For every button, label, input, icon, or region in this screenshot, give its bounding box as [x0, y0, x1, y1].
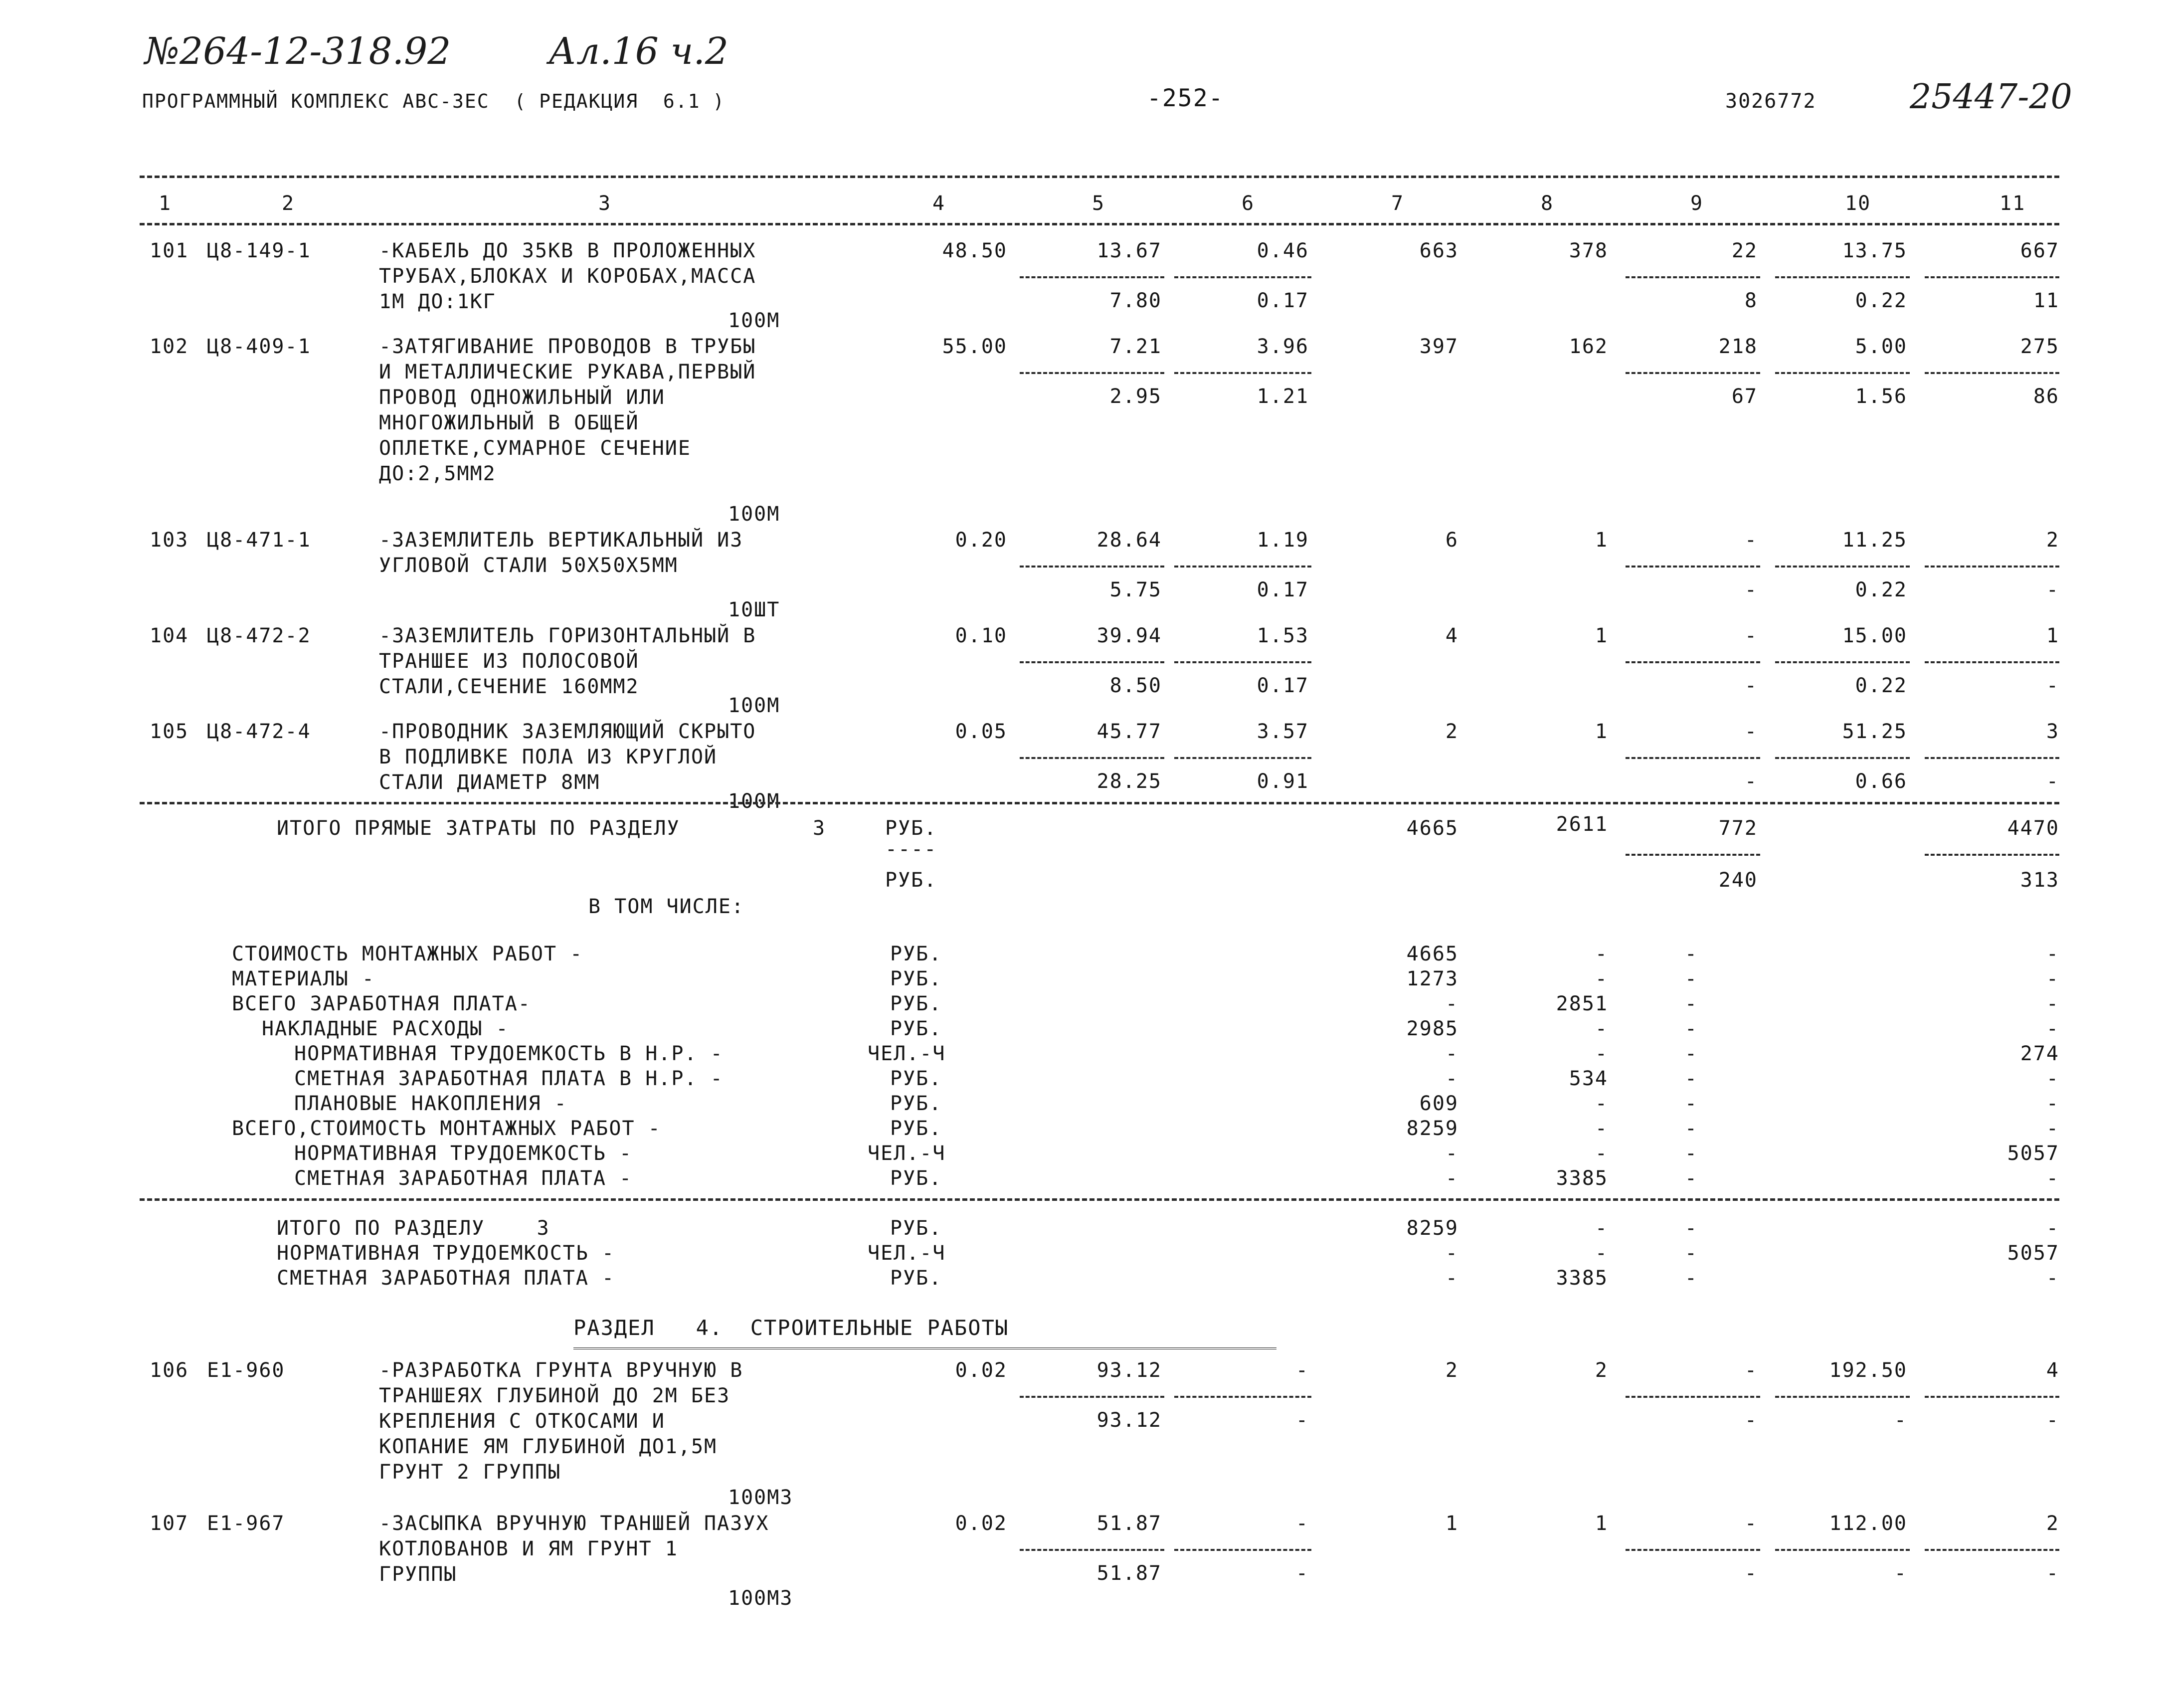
breakdown-unit: РУБ.	[890, 1017, 942, 1040]
direct-costs-c9: 772	[1718, 817, 1758, 840]
row-description-line: -КАБЕЛЬ ДО 35КВ В ПРОЛОЖЕННЫХ	[379, 239, 756, 262]
row-description-line: СТАЛИ,СЕЧЕНИЕ 160ММ2	[379, 675, 639, 698]
row-value-c6: 1.19	[1257, 529, 1309, 552]
row-value-c10: 15.00	[1842, 624, 1907, 647]
direct-costs-rule-c9	[1626, 854, 1760, 856]
direct-costs-c9-labor: 240	[1718, 869, 1758, 892]
breakdown-c11: -	[2046, 1167, 2059, 1190]
breakdown-c8: 534	[1569, 1067, 1608, 1090]
row-labor-value-c5: 5.75	[1109, 578, 1162, 601]
breakdown-unit: РУБ.	[890, 967, 942, 990]
row-fraction-rule-c6	[1174, 372, 1311, 374]
breakdown-c7: 8259	[1406, 1117, 1458, 1140]
breakdown-label: НОРМАТИВНАЯ ТРУДОЕМКОСТЬ В Н.Р. -	[294, 1042, 724, 1065]
row-labor-value-c6: 0.17	[1257, 289, 1309, 312]
row-fraction-rule-c6	[1174, 276, 1311, 278]
row-fraction-rule-c6	[1174, 566, 1311, 568]
row-fraction-rule-c11	[1925, 1549, 2059, 1551]
direct-costs-unit-labor: РУБ.	[885, 869, 937, 892]
row-labor-value-c5: 93.12	[1096, 1409, 1162, 1432]
row-value-c7: 6	[1445, 529, 1458, 552]
row-unit: 100М	[728, 309, 780, 332]
including-label: В ТОМ ЧИСЛЕ:	[588, 895, 744, 918]
row-value-c9: -	[1744, 624, 1758, 647]
row-fraction-rule-c5	[1020, 1549, 1164, 1551]
column-header-1: 1	[159, 192, 172, 215]
row-description-line: ГРУППЫ	[379, 1563, 457, 1586]
breakdown-c9: -	[1684, 992, 1698, 1015]
breakdown-c7: -	[1445, 1042, 1458, 1065]
direct-costs-c8: 2611	[1556, 813, 1608, 836]
row-labor-value-c9: -	[1744, 1409, 1758, 1432]
row-labor-value-c9: 8	[1744, 289, 1758, 312]
section-total-c9: -	[1684, 1242, 1698, 1265]
row-labor-value-c6: -	[1295, 1409, 1309, 1432]
row-labor-value-c9: -	[1744, 1562, 1758, 1585]
row-value-c11: 3	[2046, 720, 2059, 743]
row-value-c11: 275	[2020, 335, 2059, 358]
row-fraction-rule-c5	[1020, 566, 1164, 568]
breakdown-c7: -	[1445, 1167, 1458, 1190]
column-header-3: 3	[598, 192, 612, 215]
direct-costs-c7: 4665	[1406, 817, 1458, 840]
row-value-c4: 0.02	[955, 1359, 1007, 1382]
row-labor-value-c6: 1.21	[1257, 385, 1309, 408]
breakdown-c11: -	[2046, 943, 2059, 965]
row-value-c5: 51.87	[1096, 1512, 1162, 1535]
breakdown-c11: -	[2046, 967, 2059, 990]
breakdown-c11: -	[2046, 1092, 2059, 1115]
direct-costs-rule-c11	[1925, 854, 2059, 856]
row-value-c7: 2	[1445, 720, 1458, 743]
breakdown-c9: -	[1684, 1017, 1698, 1040]
section-total-unit: РУБ.	[890, 1267, 942, 1290]
row-value-c5: 13.67	[1096, 239, 1162, 262]
row-fraction-rule-c9	[1626, 566, 1760, 568]
row-fraction-rule-c11	[1925, 661, 2059, 663]
row-labor-value-c10: 0.22	[1855, 289, 1907, 312]
row-labor-value-c5: 28.25	[1096, 770, 1162, 793]
row-rate-code: Ц8-472-2	[207, 624, 311, 647]
breakdown-c11: -	[2046, 1017, 2059, 1040]
breakdown-label: СМЕТНАЯ ЗАРАБОТНАЯ ПЛАТА -	[294, 1167, 633, 1190]
document-code: 3026772	[1725, 90, 1816, 113]
row-labor-value-c10: -	[1894, 1562, 1907, 1585]
row-value-c4: 48.50	[942, 239, 1007, 262]
handwritten-estimate-number: 25447-20	[1910, 77, 2072, 117]
row-value-c7: 663	[1419, 239, 1458, 262]
handwritten-album-number: Ал.16 ч.2	[548, 30, 729, 73]
breakdown-c8: -	[1595, 1042, 1608, 1065]
section-total-c11: 5057	[2007, 1242, 2059, 1265]
column-header-7: 7	[1391, 192, 1405, 215]
row-labor-value-c11: 11	[2033, 289, 2059, 312]
row-labor-value-c11: 86	[2033, 385, 2059, 408]
row-value-c11: 667	[2020, 239, 2059, 262]
row-number: 103	[150, 529, 189, 552]
row-fraction-rule-c11	[1925, 276, 2059, 278]
row-fraction-rule-c10	[1775, 372, 1910, 374]
row-labor-value-c9: -	[1744, 578, 1758, 601]
breakdown-unit: ЧЕЛ.-Ч	[868, 1142, 946, 1165]
column-header-11: 11	[1999, 192, 2026, 215]
row-fraction-rule-c10	[1775, 566, 1910, 568]
breakdown-unit: РУБ.	[890, 992, 942, 1015]
handwritten-document-number: №264-12-318.92	[145, 30, 451, 73]
row-value-c8: 1	[1595, 624, 1608, 647]
section-total-c11: -	[2046, 1217, 2059, 1240]
row-fraction-rule-c5	[1020, 372, 1164, 374]
row-description-line: УГЛОВОЙ СТАЛИ 50Х50Х5ММ	[379, 554, 678, 577]
row-description-line: ГРУНТ 2 ГРУППЫ	[379, 1461, 561, 1484]
breakdown-c8: -	[1595, 943, 1608, 965]
column-header-4: 4	[932, 192, 946, 215]
section-total-c9: -	[1684, 1217, 1698, 1240]
row-description-line: КОТЛОВАНОВ И ЯМ ГРУНТ 1	[379, 1537, 678, 1560]
row-description-line: СТАЛИ ДИАМЕТР 8ММ	[379, 771, 600, 794]
row-value-c5: 39.94	[1096, 624, 1162, 647]
breakdown-c7: 2985	[1406, 1017, 1458, 1040]
breakdown-c7: -	[1445, 1142, 1458, 1165]
direct-costs-c11-labor: 313	[2020, 869, 2059, 892]
breakdown-c8: -	[1595, 1017, 1608, 1040]
row-number: 102	[150, 335, 189, 358]
breakdown-label: НАКЛАДНЫЕ РАСХОДЫ -	[262, 1017, 509, 1040]
column-header-9: 9	[1690, 192, 1704, 215]
section-total-unit: РУБ.	[890, 1217, 942, 1240]
row-labor-value-c6: 0.17	[1257, 674, 1309, 697]
row-unit: 10ШТ	[728, 598, 780, 621]
breakdown-c8: -	[1595, 1142, 1608, 1165]
row-value-c9: -	[1744, 720, 1758, 743]
breakdown-label: ВСЕГО,СТОИМОСТЬ МОНТАЖНЫХ РАБОТ -	[232, 1117, 661, 1140]
section-total-c8: -	[1595, 1242, 1608, 1265]
section-total-c8: 3385	[1556, 1267, 1608, 1290]
row-value-c10: 112.00	[1829, 1512, 1907, 1535]
column-header-8: 8	[1541, 192, 1554, 215]
direct-costs-unit-underline: ----	[885, 838, 937, 861]
row-fraction-rule-c11	[1925, 1396, 2059, 1398]
breakdown-unit: ЧЕЛ.-Ч	[868, 1042, 946, 1065]
direct-costs-c11: 4470	[2007, 817, 2059, 840]
row-description-line: -ЗАЗЕМЛИТЕЛЬ ГОРИЗОНТАЛЬНЫЙ В	[379, 624, 756, 647]
row-labor-value-c11: -	[2046, 578, 2059, 601]
row-value-c4: 55.00	[942, 335, 1007, 358]
row-labor-value-c10: 0.22	[1855, 578, 1907, 601]
row-value-c11: 1	[2046, 624, 2059, 647]
row-fraction-rule-c9	[1626, 1396, 1760, 1398]
row-value-c5: 28.64	[1096, 529, 1162, 552]
row-description-line: 1М ДО:1КГ	[379, 290, 496, 313]
row-unit: 100М3	[728, 1486, 793, 1509]
row-number: 107	[150, 1512, 189, 1535]
row-description-line: МНОГОЖИЛЬНЫЙ В ОБЩЕЙ	[379, 411, 639, 434]
row-value-c7: 1	[1445, 1512, 1458, 1535]
row-value-c8: 1	[1595, 529, 1608, 552]
breakdown-c8: 3385	[1556, 1167, 1608, 1190]
row-fraction-rule-c10	[1775, 276, 1910, 278]
row-description-line: И МЕТАЛЛИЧЕСКИЕ РУКАВА,ПЕРВЫЙ	[379, 361, 756, 383]
row-labor-value-c11: -	[2046, 1562, 2059, 1585]
row-fraction-rule-c5	[1020, 757, 1164, 759]
row-value-c4: 0.10	[955, 624, 1007, 647]
row-labor-value-c5: 51.87	[1096, 1562, 1162, 1585]
breakdown-c9: -	[1684, 1042, 1698, 1065]
row-value-c9: 22	[1731, 239, 1758, 262]
breakdown-c11: -	[2046, 992, 2059, 1015]
row-fraction-rule-c9	[1626, 372, 1760, 374]
column-header-5: 5	[1092, 192, 1105, 215]
section4-title-underline	[573, 1347, 1276, 1349]
row-value-c4: 0.05	[955, 720, 1007, 743]
row-value-c11: 4	[2046, 1359, 2059, 1382]
row-labor-value-c10: -	[1894, 1409, 1907, 1432]
row-fraction-rule-c6	[1174, 661, 1311, 663]
direct-costs-section: 3	[813, 817, 826, 840]
row-labor-value-c9: 67	[1731, 385, 1758, 408]
row-value-c5: 93.12	[1096, 1359, 1162, 1382]
row-fraction-rule-c10	[1775, 1549, 1910, 1551]
breakdown-label: СМЕТНАЯ ЗАРАБОТНАЯ ПЛАТА В Н.Р. -	[294, 1067, 724, 1090]
row-rate-code: Ц8-471-1	[207, 529, 311, 552]
row-labor-value-c10: 1.56	[1855, 385, 1907, 408]
breakdown-c11: 5057	[2007, 1142, 2059, 1165]
row-fraction-rule-c9	[1626, 661, 1760, 663]
table-header-rule	[140, 223, 2059, 225]
row-fraction-rule-c5	[1020, 276, 1164, 278]
breakdown-c9: -	[1684, 1092, 1698, 1115]
row-labor-value-c11: -	[2046, 674, 2059, 697]
row-labor-value-c11: -	[2046, 770, 2059, 793]
row-fraction-rule-c6	[1174, 1549, 1311, 1551]
row-labor-value-c10: 0.22	[1855, 674, 1907, 697]
row-value-c8: 162	[1569, 335, 1608, 358]
row-value-c8: 1	[1595, 720, 1608, 743]
row-rate-code: Ц8-472-4	[207, 720, 311, 743]
row-description-line: ДО:2,5ММ2	[379, 462, 496, 485]
row-value-c5: 7.21	[1109, 335, 1162, 358]
row-unit: 100М	[728, 503, 780, 526]
row-rate-code: Е1-960	[207, 1359, 285, 1382]
row-description-line: ТРАНШЕЕ ИЗ ПОЛОСОВОЙ	[379, 650, 639, 673]
breakdown-c9: -	[1684, 1167, 1698, 1190]
row-description-line: -ЗАЗЕМЛИТЕЛЬ ВЕРТИКАЛЬНЫЙ ИЗ	[379, 529, 743, 552]
section-total-label: ИТОГО ПО РАЗДЕЛУ 3	[277, 1217, 550, 1240]
row-value-c10: 5.00	[1855, 335, 1907, 358]
row-value-c6: -	[1295, 1512, 1309, 1535]
row-value-c10: 192.50	[1829, 1359, 1907, 1382]
breakdown-unit: РУБ.	[890, 1067, 942, 1090]
direct-costs-label: ИТОГО ПРЯМЫЕ ЗАТРАТЫ ПО РАЗДЕЛУ	[277, 817, 680, 840]
breakdown-label: ВСЕГО ЗАРАБОТНАЯ ПЛАТА-	[232, 992, 531, 1015]
section4-title: РАЗДЕЛ 4. СТРОИТЕЛЬНЫЕ РАБОТЫ	[573, 1316, 1009, 1340]
row-number: 105	[150, 720, 189, 743]
row-unit: 100М3	[728, 1587, 793, 1610]
breakdown-c11: -	[2046, 1067, 2059, 1090]
row-fraction-rule-c6	[1174, 1396, 1311, 1398]
row-value-c10: 11.25	[1842, 529, 1907, 552]
row-description-line: -ЗАТЯГИВАНИЕ ПРОВОДОВ В ТРУБЫ	[379, 335, 756, 358]
row-description-line: В ПОДЛИВКЕ ПОЛА ИЗ КРУГЛОЙ	[379, 746, 718, 768]
row-value-c7: 2	[1445, 1359, 1458, 1382]
row-labor-value-c5: 8.50	[1109, 674, 1162, 697]
row-labor-value-c10: 0.66	[1855, 770, 1907, 793]
breakdown-c8: -	[1595, 967, 1608, 990]
section-total-unit: ЧЕЛ.-Ч	[868, 1242, 946, 1265]
column-header-2: 2	[282, 192, 295, 215]
section-total-c7: 8259	[1406, 1217, 1458, 1240]
row-value-c8: 2	[1595, 1359, 1608, 1382]
section-total-c7: -	[1445, 1242, 1458, 1265]
row-value-c5: 45.77	[1096, 720, 1162, 743]
row-value-c6: -	[1295, 1359, 1309, 1382]
row-fraction-rule-c10	[1775, 757, 1910, 759]
row-value-c9: -	[1744, 1359, 1758, 1382]
section-total-c11: -	[2046, 1267, 2059, 1290]
breakdown-c7: -	[1445, 1067, 1458, 1090]
row-labor-value-c9: -	[1744, 674, 1758, 697]
breakdown-unit: РУБ.	[890, 1167, 942, 1190]
row-description-line: -РАЗРАБОТКА ГРУНТА ВРУЧНУЮ В	[379, 1359, 743, 1382]
row-description-line: КОПАНИЕ ЯМ ГЛУБИНОЙ ДО1,5М	[379, 1435, 718, 1458]
row-number: 104	[150, 624, 189, 647]
row-description-line: -ЗАСЫПКА ВРУЧНУЮ ТРАНШЕЙ ПАЗУХ	[379, 1512, 769, 1535]
column-header-10: 10	[1845, 192, 1871, 215]
breakdown-c9: -	[1684, 1142, 1698, 1165]
row-fraction-rule-c11	[1925, 372, 2059, 374]
row-value-c8: 1	[1595, 1512, 1608, 1535]
row-value-c10: 51.25	[1842, 720, 1907, 743]
row-value-c11: 2	[2046, 529, 2059, 552]
row-fraction-rule-c11	[1925, 757, 2059, 759]
row-fraction-rule-c5	[1020, 661, 1164, 663]
row-fraction-rule-c5	[1020, 1396, 1164, 1398]
row-labor-value-c6: 0.17	[1257, 578, 1309, 601]
row-value-c9: 218	[1718, 335, 1758, 358]
breakdown-c7: 609	[1419, 1092, 1458, 1115]
row-fraction-rule-c9	[1626, 757, 1760, 759]
section-total-label: НОРМАТИВНАЯ ТРУДОЕМКОСТЬ -	[277, 1242, 615, 1265]
breakdown-c9: -	[1684, 967, 1698, 990]
row-value-c6: 3.96	[1257, 335, 1309, 358]
breakdown-c8: -	[1595, 1092, 1608, 1115]
row-value-c6: 0.46	[1257, 239, 1309, 262]
breakdown-c7: 4665	[1406, 943, 1458, 965]
section-total-rule	[140, 802, 2059, 804]
breakdown-c7: -	[1445, 992, 1458, 1015]
row-value-c9: -	[1744, 1512, 1758, 1535]
program-title: ПРОГРАММНЫЙ КОМПЛЕКС АВС-ЗЕС ( РЕДАКЦИЯ 6.1 )	[142, 90, 726, 112]
breakdown-c11: 274	[2020, 1042, 2059, 1065]
row-value-c10: 13.75	[1842, 239, 1907, 262]
breakdown-label: НОРМАТИВНАЯ ТРУДОЕМКОСТЬ -	[294, 1142, 633, 1165]
breakdown-c8: -	[1595, 1117, 1608, 1140]
row-description-line: -ПРОВОДНИК ЗАЗЕМЛЯЮЩИЙ СКРЫТО	[379, 720, 756, 743]
row-rate-code: Е1-967	[207, 1512, 285, 1535]
row-value-c4: 0.02	[955, 1512, 1007, 1535]
breakdown-label: СТОИМОСТЬ МОНТАЖНЫХ РАБОТ -	[232, 943, 583, 965]
row-value-c6: 1.53	[1257, 624, 1309, 647]
row-description-line: ТРАНШЕЯХ ГЛУБИНОЙ ДО 2М БЕЗ	[379, 1384, 730, 1407]
breakdown-c9: -	[1684, 1117, 1698, 1140]
row-value-c7: 397	[1419, 335, 1458, 358]
breakdown-c8: 2851	[1556, 992, 1608, 1015]
row-number: 106	[150, 1359, 189, 1382]
column-header-6: 6	[1242, 192, 1255, 215]
row-labor-value-c5: 7.80	[1109, 289, 1162, 312]
row-fraction-rule-c9	[1626, 1549, 1760, 1551]
row-labor-value-c9: -	[1744, 770, 1758, 793]
row-labor-value-c6: -	[1295, 1562, 1309, 1585]
row-fraction-rule-c11	[1925, 566, 2059, 568]
row-fraction-rule-c9	[1626, 276, 1760, 278]
row-rate-code: Ц8-409-1	[207, 335, 311, 358]
row-value-c4: 0.20	[955, 529, 1007, 552]
row-value-c8: 378	[1569, 239, 1608, 262]
row-number: 101	[150, 239, 189, 262]
breakdown-unit: РУБ.	[890, 1092, 942, 1115]
section-total-c7: -	[1445, 1267, 1458, 1290]
row-description-line: ОПЛЕТКЕ,СУМАРНОЕ СЕЧЕНИЕ	[379, 437, 691, 460]
breakdown-end-rule	[140, 1198, 2059, 1201]
section-total-c8: -	[1595, 1217, 1608, 1240]
row-fraction-rule-c10	[1775, 661, 1910, 663]
breakdown-c7: 1273	[1406, 967, 1458, 990]
breakdown-label: ПЛАНОВЫЕ НАКОПЛЕНИЯ -	[294, 1092, 567, 1115]
row-labor-value-c11: -	[2046, 1409, 2059, 1432]
row-description-line: ПРОВОД ОДНОЖИЛЬНЫЙ ИЛИ	[379, 386, 665, 409]
row-labor-value-c5: 2.95	[1109, 385, 1162, 408]
direct-costs-unit: РУБ.	[885, 817, 937, 840]
row-unit: 100М	[728, 694, 780, 717]
row-labor-value-c6: 0.91	[1257, 770, 1309, 793]
row-value-c6: 3.57	[1257, 720, 1309, 743]
breakdown-label: МАТЕРИАЛЫ -	[232, 967, 375, 990]
row-value-c9: -	[1744, 529, 1758, 552]
row-description-line: ТРУБАХ,БЛОКАХ И КОРОБАХ,МАССА	[379, 265, 756, 288]
breakdown-c9: -	[1684, 1067, 1698, 1090]
breakdown-c9: -	[1684, 943, 1698, 965]
row-description-line: КРЕПЛЕНИЯ С ОТКОСАМИ И	[379, 1410, 665, 1433]
table-top-rule	[140, 176, 2059, 178]
row-fraction-rule-c10	[1775, 1396, 1910, 1398]
page-number: -252-	[1147, 84, 1224, 112]
row-value-c11: 2	[2046, 1512, 2059, 1535]
section-total-label: СМЕТНАЯ ЗАРАБОТНАЯ ПЛАТА -	[277, 1267, 615, 1290]
row-fraction-rule-c6	[1174, 757, 1311, 759]
breakdown-c11: -	[2046, 1117, 2059, 1140]
section-total-c9: -	[1684, 1267, 1698, 1290]
breakdown-unit: РУБ.	[890, 943, 942, 965]
row-unit: 100М	[728, 790, 780, 813]
row-rate-code: Ц8-149-1	[207, 239, 311, 262]
breakdown-unit: РУБ.	[890, 1117, 942, 1140]
row-value-c7: 4	[1445, 624, 1458, 647]
